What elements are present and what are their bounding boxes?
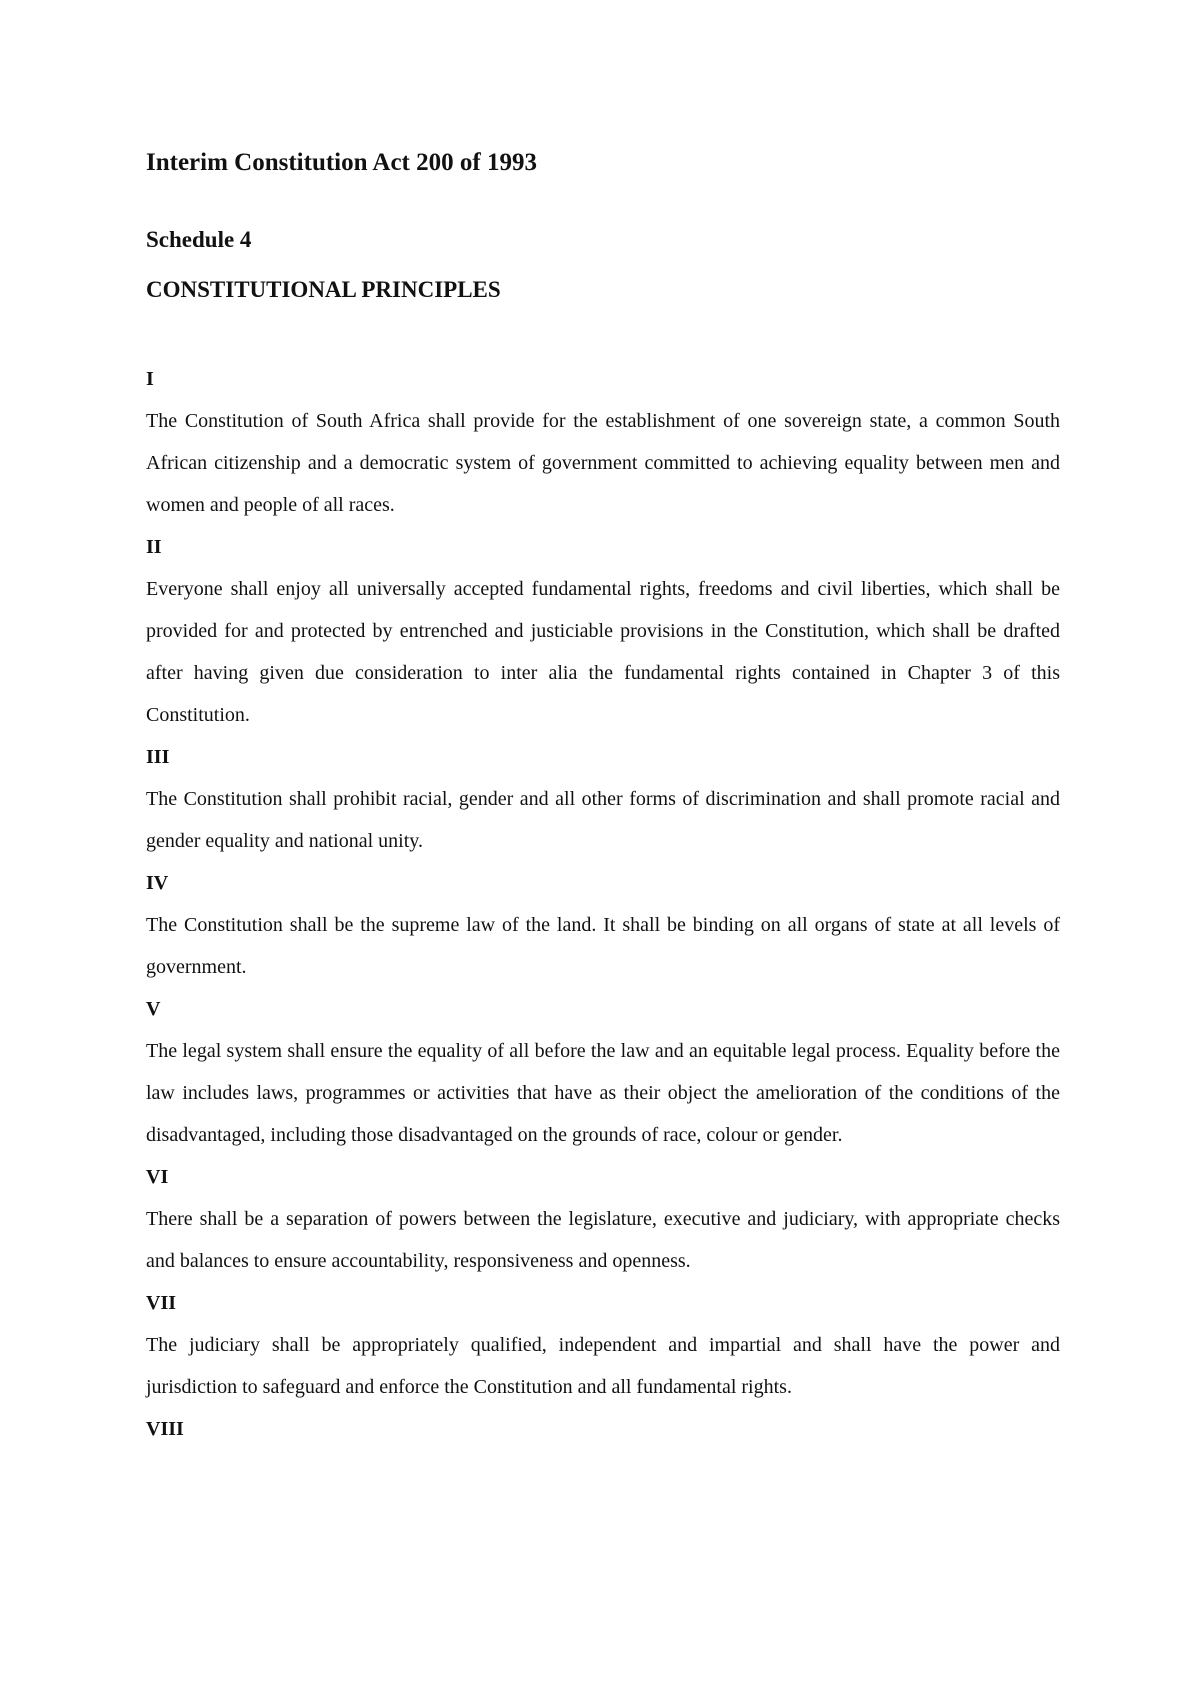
principle-section [146,526,1060,736]
section-text: Everyone shall enjoy all universally accepted fundamental rights, freedoms and civil liberties, which shall be provided for and protected by entrenched and justiciable provisions in the Constitution, which shall be drafted after having given due consideration to inter alia the fundamental rights contained in Chapter 3 of this Constitution. [146,578,1060,726]
principle-section [146,736,1060,862]
principles-heading: CONSTITUTIONAL PRINCIPLES [146,277,501,302]
section-text: The Constitution shall prohibit racial, gender and all other forms of discrimination and shall promote racial and gender equality and national unity. [146,788,1060,852]
principle-section [146,862,1060,988]
document-title: Interim Constitution Act 200 of 1993 [146,149,537,176]
section-numeral: VII [146,1292,177,1314]
section-text: The Constitution of South Africa shall provide for the establishment of one sovereign state, a common South African citizenship and a democratic system of government committed to achieving equality between men and women and people of all races. [146,410,1060,516]
principle-section [146,358,1060,526]
principle-section [146,1282,1060,1408]
section-text: The legal system shall ensure the equality of all before the law and an equitable legal process. Equality before the law includes laws, programmes or activities that have as their object the amelioration of the conditions of the disadvantaged, including those disadvantaged on the grounds of race, colour or gender. [146,1040,1060,1146]
section-numeral: VI [146,1166,169,1188]
schedule-heading: Schedule 4 [146,227,252,252]
document-content [146,148,1060,1450]
section-text: There shall be a separation of powers between the legislature, executive and judiciary, with appropriate checks and balances to ensure accountability, responsiveness and openness. [146,1208,1060,1272]
principle-section [146,1408,1060,1450]
section-numeral: VIII [146,1418,184,1440]
section-text: The judiciary shall be appropriately qualified, independent and impartial and shall have the power and jurisdiction to safeguard and enforce the Constitution and all fundamental rights. [146,1334,1060,1398]
section-numeral: III [146,746,170,768]
principle-section [146,988,1060,1156]
section-numeral: V [146,998,161,1020]
section-numeral: IV [146,872,169,894]
section-text: The Constitution shall be the supreme law of the land. It shall be binding on all organs of state at all levels of government. [146,914,1060,978]
principles-list [146,358,1060,1450]
section-numeral: I [146,368,154,390]
section-numeral: II [146,536,162,558]
principle-section [146,1156,1060,1282]
